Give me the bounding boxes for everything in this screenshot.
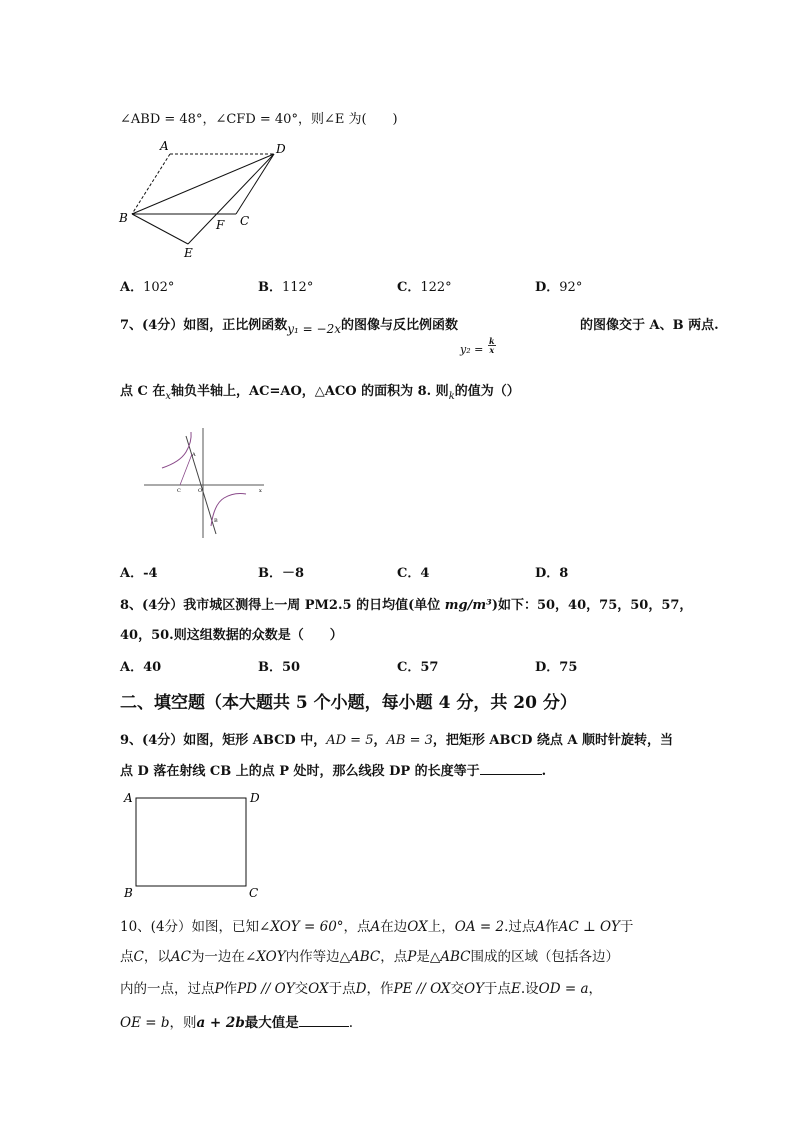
q10-math: PE // OX — [393, 981, 451, 997]
q6-stem: ∠ABD = 48°，∠CFD = 40°，则∠E 为( ) — [120, 112, 398, 127]
q8-option-b — [258, 656, 300, 675]
q9-math-ad: AD = 5 — [326, 733, 374, 748]
q6-option-b — [258, 276, 313, 295]
option-value: 75 — [559, 660, 578, 675]
q9-line-2 — [120, 760, 546, 779]
option-value: -4 — [143, 566, 158, 581]
q10-text: 10、(4分）如图，已知 — [120, 919, 260, 935]
q7-math-k: k — [448, 391, 455, 402]
q9-rectangle-abcd — [136, 798, 246, 886]
q6-segment-be — [132, 214, 188, 244]
q6-segment-de — [188, 154, 274, 244]
option-letter: B． — [258, 280, 282, 295]
q7-text: 的图像与反比例函数 — [340, 318, 458, 333]
q6-option-c — [397, 276, 452, 295]
q9-text: 9、(4分）如图，矩形 ABCD 中， — [120, 733, 327, 748]
q9-text: 点 D 落在射线 CB 上的点 P 处时，那么线段 DP 的长度等于 — [120, 764, 480, 779]
q10-answer-blank[interactable] — [299, 1014, 349, 1027]
option-value: 112° — [282, 280, 314, 295]
q9-figure — [120, 786, 270, 900]
option-letter: D． — [535, 566, 560, 581]
option-letter: C． — [397, 660, 421, 675]
q10-line-3 — [120, 977, 602, 997]
q10-math: D — [355, 981, 367, 997]
q9-answer-blank[interactable] — [480, 762, 542, 775]
q10-math: P — [214, 981, 224, 997]
q10-math: OE = b — [120, 1015, 170, 1031]
option-value: 92° — [559, 280, 583, 295]
q10-text: 交 — [450, 981, 465, 997]
fraction-denominator: x — [489, 345, 495, 355]
q9-text: ，把矩形 ABCD 绕点 A 顺时针旋转，当 — [432, 733, 674, 748]
option-letter: B． — [258, 660, 282, 675]
q7-label-a: A — [192, 452, 196, 458]
q7-fraction — [488, 337, 496, 354]
q7-label-c: C — [177, 488, 181, 494]
q9-label-a: A — [124, 791, 133, 805]
option-letter: C． — [397, 566, 421, 581]
section-2-heading: 二、填空题（本大题共 5 个小题，每小题 4 分，共 20 分） — [120, 693, 577, 713]
q10-text: .设 — [520, 981, 539, 997]
option-value: 4 — [420, 566, 430, 581]
q7-text: 的值为（） — [454, 384, 520, 399]
option-letter: A． — [120, 280, 144, 295]
q10-text: ，点 — [380, 949, 408, 965]
option-value: 122° — [420, 280, 452, 295]
q6-label-e: E — [184, 246, 193, 260]
q10-text: 内作等边 — [285, 949, 340, 965]
q7-option-d — [535, 562, 568, 581]
option-letter: D． — [535, 660, 560, 675]
q7-text: 的图像交于 A、B 两点. — [580, 318, 719, 333]
q10-text: 内的一点，过点 — [120, 981, 215, 997]
q10-line-4 — [120, 1011, 353, 1031]
q7-option-a — [120, 562, 158, 581]
q10-text: 于点 — [484, 981, 511, 997]
option-letter: A． — [120, 660, 144, 675]
q10-math: △ABC — [339, 949, 381, 965]
q10-math: OX — [308, 981, 329, 997]
q8-unit: mg/m³ — [444, 598, 492, 613]
q10-math: △ABC — [429, 949, 471, 965]
q10-math: A — [370, 919, 381, 935]
q10-math: PD // OY — [237, 981, 295, 997]
q10-text: 作 — [223, 981, 238, 997]
q10-text: 为一边在 — [190, 949, 245, 965]
q9-line-1 — [120, 729, 673, 748]
q6-option-d — [535, 276, 582, 295]
q10-text: ， — [588, 981, 602, 997]
q7-label-x: x — [259, 488, 262, 494]
q10-math: AC ⊥ OY — [558, 919, 620, 935]
q10-math: A — [535, 919, 546, 935]
q10-text: 于点 — [328, 981, 356, 997]
q10-math: P — [407, 949, 417, 965]
q8-option-a — [120, 656, 161, 675]
option-letter: C． — [397, 280, 421, 295]
q7-formula-lhs: y₂ = — [460, 343, 484, 356]
option-value: －8 — [282, 566, 305, 581]
q7-option-c — [397, 562, 429, 581]
q6-figure — [112, 136, 312, 262]
q10-line-1 — [120, 915, 633, 935]
option-letter: B． — [258, 566, 282, 581]
option-value: 50 — [282, 660, 301, 675]
option-letter: D． — [535, 280, 560, 295]
q8-line-2: 40，50.则这组数据的众数是（ ） — [120, 628, 343, 643]
option-letter: A． — [120, 566, 144, 581]
q6-label-b: B — [119, 211, 128, 225]
option-value: 40 — [143, 660, 162, 675]
q10-text: ，则 — [169, 1015, 197, 1031]
q7-figure — [142, 426, 268, 542]
q9-label-b: B — [124, 886, 133, 900]
q7-formula-direct: y₁ = −2x — [287, 322, 341, 336]
q7-option-b — [258, 562, 304, 581]
q6-segment-bd — [132, 154, 274, 214]
q10-text: . — [348, 1015, 354, 1031]
q9-text: . — [541, 764, 547, 779]
q7-math-x: x — [165, 391, 172, 402]
q10-math: OA = 2 — [454, 919, 505, 935]
q7-text: 7、(4分）如图，正比例函数 — [120, 318, 288, 333]
q10-math: ∠XOY = 60° — [259, 919, 344, 935]
q10-text: 在边 — [380, 919, 408, 935]
q8-text: )如下：50，40，75，50，57， — [491, 598, 693, 613]
q10-math: OY — [464, 981, 484, 997]
q6-label-c: C — [240, 214, 250, 228]
q10-math: AC — [170, 949, 191, 965]
q10-text: ，作 — [366, 981, 394, 997]
q10-text: ，点 — [343, 919, 371, 935]
q10-math: ∠XOY — [244, 949, 286, 965]
q8-option-d — [535, 656, 577, 675]
q8-text: 8、(4分）我市城区测得上一周 PM2.5 的日均值(单位 — [120, 598, 445, 613]
q9-label-d: D — [250, 791, 260, 805]
q10-text: 最大值是 — [244, 1015, 299, 1031]
q10-text: 是 — [416, 949, 430, 965]
option-value: 8 — [559, 566, 569, 581]
q10-text: 作 — [545, 919, 559, 935]
q10-text: 上， — [427, 919, 455, 935]
q9-text: ， — [373, 733, 387, 748]
q10-text: 围成的区域（包括各边） — [470, 949, 619, 965]
q6-segment-dc — [236, 154, 274, 214]
q10-math: C — [133, 949, 144, 965]
q6-segment-ab — [132, 154, 170, 214]
q10-text: .过点 — [504, 919, 536, 935]
q10-text: 交 — [294, 981, 309, 997]
q9-math-ab: AB = 3 — [386, 733, 433, 748]
q7-line-2 — [120, 380, 520, 402]
q10-math: a + 2b — [196, 1015, 245, 1031]
q6-label-d: D — [276, 142, 286, 156]
q7-line-1 — [120, 314, 719, 356]
q9-label-c: C — [249, 886, 259, 900]
q6-label-f: F — [216, 218, 225, 232]
option-value: 57 — [420, 660, 439, 675]
q7-label-o: O — [198, 488, 203, 494]
q10-line-2 — [120, 945, 619, 965]
q10-math: E — [511, 981, 521, 997]
q10-math: OX — [407, 919, 428, 935]
q7-text: 轴负半轴上，AC=AO，△ACO 的面积为 8. 则 — [171, 384, 449, 399]
q6-label-a: A — [160, 139, 169, 153]
q10-text: 于 — [619, 919, 634, 935]
q10-text: ，以 — [143, 949, 171, 965]
q10-math: OD = a — [538, 981, 589, 997]
q8-option-c — [397, 656, 438, 675]
q7-segment-ca — [180, 454, 192, 485]
q10-text: 点 — [120, 949, 134, 965]
q7-text: 点 C 在 — [120, 384, 166, 399]
q6-option-a — [120, 276, 174, 295]
q8-line-1 — [120, 594, 692, 613]
option-value: 102° — [143, 280, 175, 295]
fraction-numerator: k — [489, 336, 495, 346]
q7-label-b: B — [214, 518, 218, 524]
